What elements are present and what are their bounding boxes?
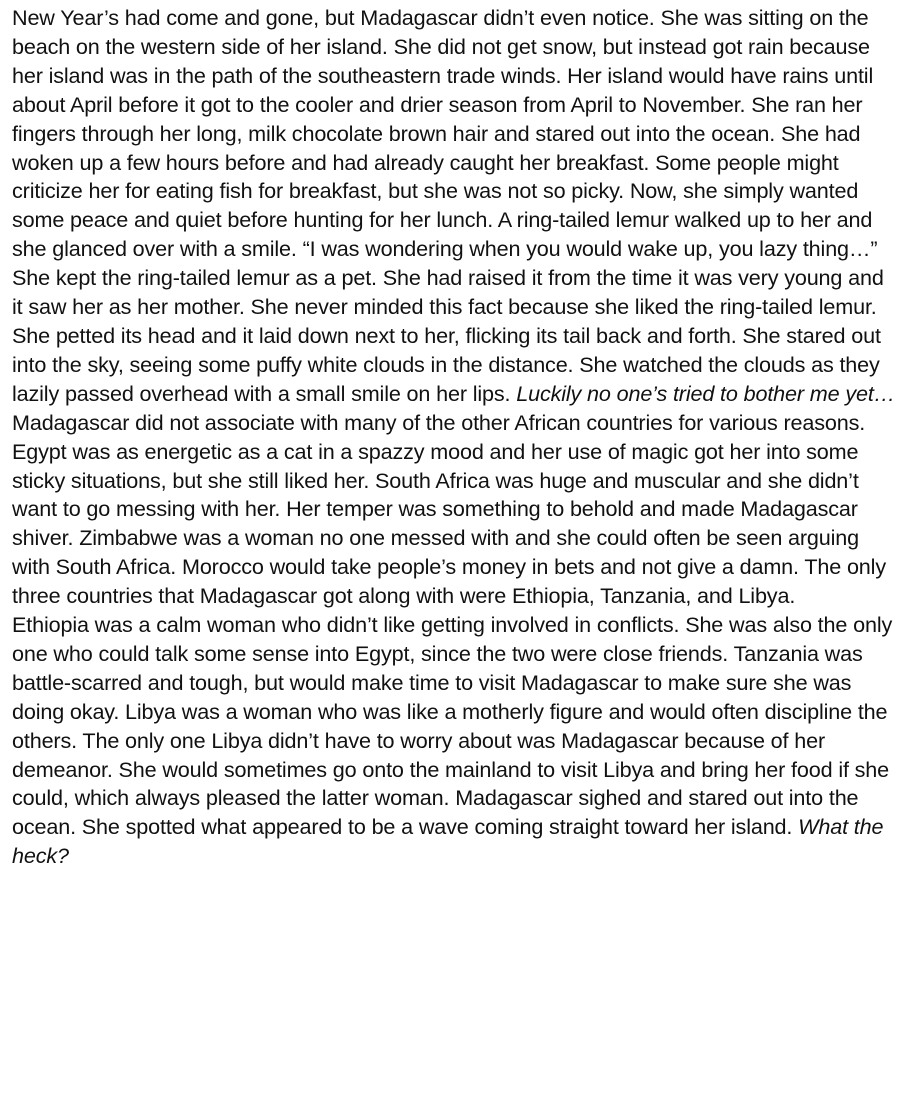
- paragraph-4-text: Ethiopia was a calm woman who didn’t like getting involved in conflicts. She was also the only one who could talk some sense into Egypt, since the two were close friends. Tanzania was battle-scarred and tough, but would make time to visit Madagascar to make sure she was doing okay. Libya was a woman who was like a motherly figure and would often discipline the others. The only one Libya didn’t have to worry about was Madagascar because of her demeanor. She would sometimes go onto the mainland to visit Libya and bring her food if she could, which always pleased the latter woman. Madagascar sighed and stared out into the ocean. She spotted what appeared to be a wave coming straight toward her island.: [12, 612, 893, 840]
- paragraph-3: [12, 409, 900, 611]
- paragraph-4: [12, 611, 900, 871]
- paragraph-1-text: New Year’s had come and gone, but Madagascar didn’t even notice. She was sitting on the beach on the western side of her island. She did not get snow, but instead got rain because her island was in the path of the southeastern trade winds. Her island would have rains until about April before it got to the cooler and drier season from April to November. She ran her fingers through her long, milk chocolate brown hair and stared out into the ocean. She had woken up a few hours before and had already caught her breakfast. Some people might criticize her for eating fish for breakfast, but she was not so picky. Now, she simply wanted some peace and quiet before hunting for her lunch. A ring-tailed lemur walked up to her and she glanced over with a smile. “I was wondering when you would wake up, you lazy thing…”: [12, 5, 878, 262]
- story-text: [12, 4, 900, 871]
- paragraph-2-italic-thought: Luckily no one’s tried to bother me yet…: [516, 380, 896, 406]
- paragraph-4-italic-thought: What the heck?: [12, 814, 884, 869]
- paragraph-2-text: She kept the ring-tailed lemur as a pet. She had raised it from the time it was very young and it saw her as her mother. She never minded this fact because she liked the ring-tailed lemur. She petted its head and it laid down next to her, flicking its tail back and forth. She stared out into the sky, seeing some puffy white clouds in the distance. She watched the clouds as they lazily passed overhead with a small smile on her lips.: [12, 265, 884, 406]
- paragraph-2: [12, 264, 900, 409]
- paragraph-3-text: Madagascar did not associate with many of the other African countries for various reasons. Egypt was as energetic as a cat in a spazzy mood and her use of magic got her into some sticky situations, but she still liked her. South Africa was huge and muscular and she didn’t want to go messing with her. Her temper was something to behold and made Madagascar shiver. Zimbabwe was a woman no one messed with and she could often be seen arguing with South Africa. Morocco would take people’s money in bets and not give a damn. The only three countries that Madagascar got along with were Ethiopia, Tanzania, and Libya.: [12, 409, 886, 609]
- paragraph-1: [12, 4, 900, 264]
